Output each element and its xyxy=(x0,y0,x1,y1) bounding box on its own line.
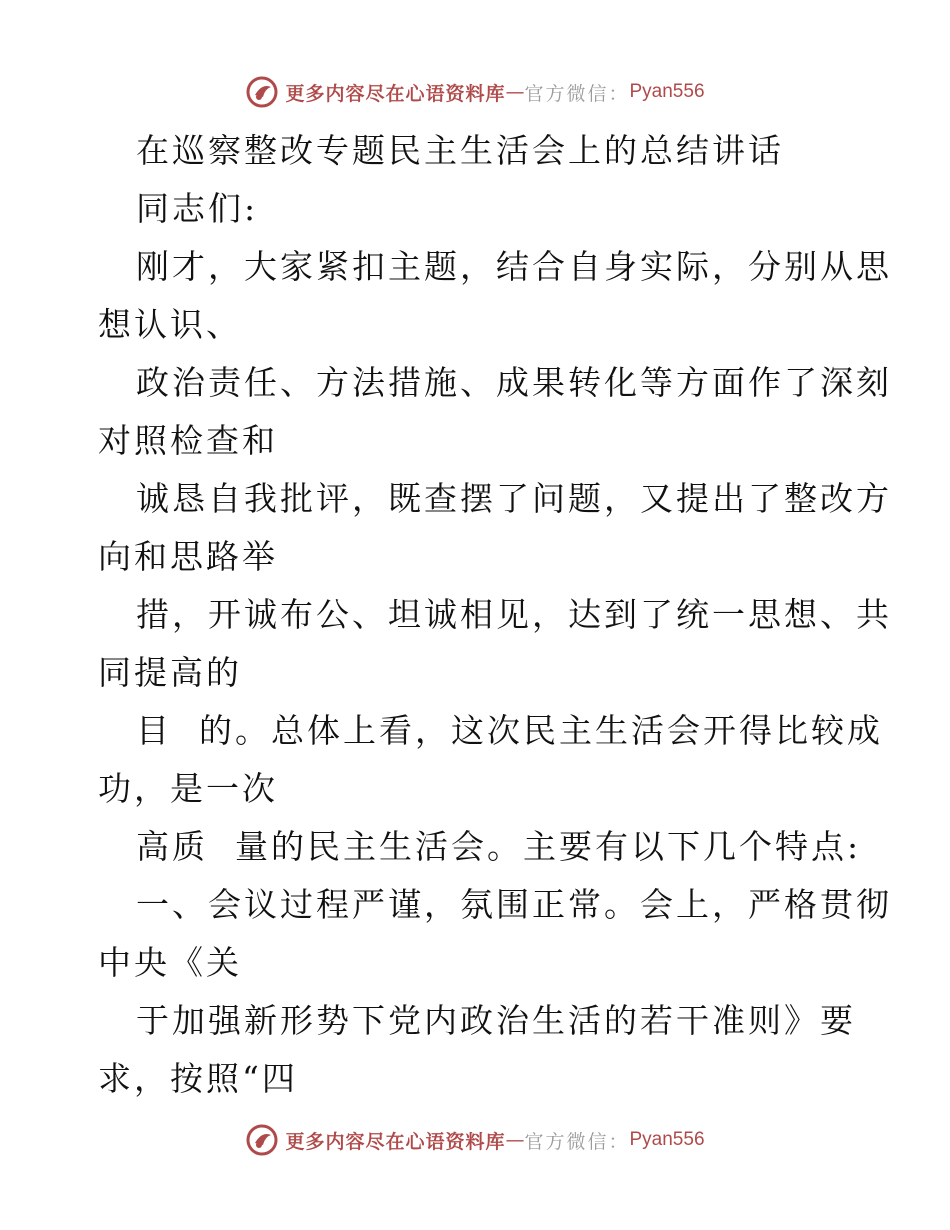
banner-separator: — xyxy=(505,1129,525,1151)
banner-wechat-label: 官方微信： xyxy=(524,82,630,105)
document-title: 在巡察整改专题民主生活会上的总结讲话 xyxy=(136,131,784,170)
text-line: 一、会议过程严谨，氛围正常。会上，严格贯彻 xyxy=(136,885,892,924)
text-line: 高质 量的民主生活会。主要有以下几个特点: xyxy=(136,827,862,866)
text-line: 于加强新形势下党内政治生活的若干准则》要 xyxy=(136,1001,856,1040)
banner-wechat-id: Pyan556 xyxy=(629,81,705,102)
document-body xyxy=(98,122,892,1108)
brand-logo-icon xyxy=(245,1123,279,1157)
text-line: 政治责任、方法措施、成果转化等方面作了深刻 xyxy=(136,363,892,402)
banner-brand-text: 更多内容尽在心语资料库 xyxy=(285,1130,506,1153)
text-line: 措，开诚布公、坦诚相见，达到了统一思想、共 xyxy=(136,595,892,634)
banner-wechat-label: 官方微信： xyxy=(524,1130,630,1153)
text-line: 同提高的 xyxy=(98,653,242,692)
banner-separator: — xyxy=(505,81,525,103)
salutation: 同志们: xyxy=(136,189,259,228)
text-line: 刚才，大家紧扣主题，结合自身实际，分别从思 xyxy=(136,247,892,286)
text-line: 向和思路举 xyxy=(98,537,278,576)
text-line: 目 的。总体上看，这次民主生活会开得比较成 xyxy=(136,711,883,750)
text-line: 对照检查和 xyxy=(98,421,278,460)
text-line: 求，按照“四 xyxy=(98,1059,298,1098)
text-line: 想认识、 xyxy=(98,305,242,344)
brand-logo-icon xyxy=(245,75,279,109)
text-line: 中央《关 xyxy=(98,943,242,982)
footer-banner xyxy=(0,1120,950,1160)
text-line: 功，是一次 xyxy=(98,769,278,808)
banner-wechat-id: Pyan556 xyxy=(629,1129,705,1150)
header-banner xyxy=(0,72,950,112)
text-line: 诚恳自我批评，既查摆了问题，又提出了整改方 xyxy=(136,479,892,518)
banner-brand-text: 更多内容尽在心语资料库 xyxy=(285,82,506,105)
